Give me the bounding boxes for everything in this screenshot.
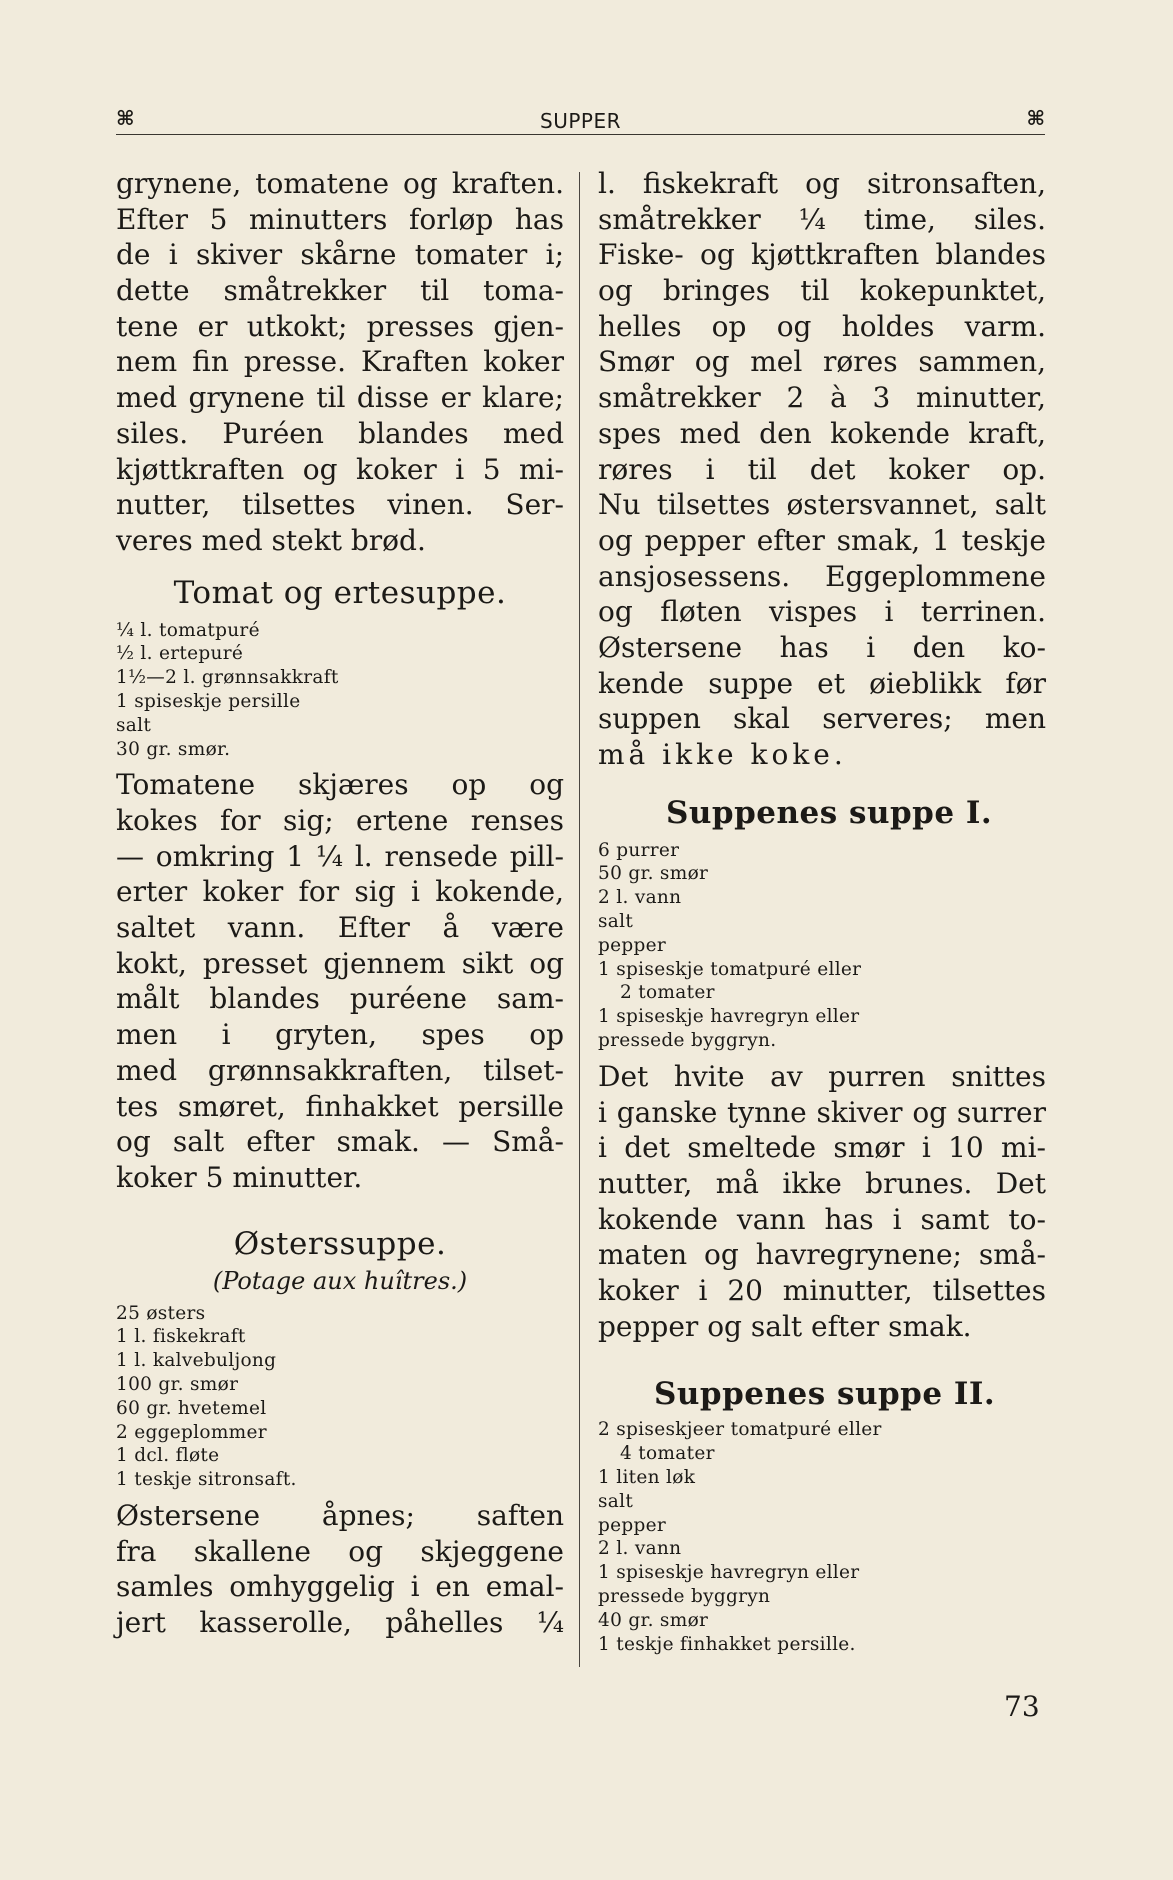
ingredient-item: 1 l. kalvebuljong — [116, 1350, 277, 1372]
text-line: erter koker for sig i kokende, — [116, 875, 564, 909]
continued-paragraph — [598, 166, 1046, 773]
recipe-method — [598, 1059, 1046, 1345]
text-line: nem fin presse. Kraften koker — [116, 345, 564, 379]
text-line: samles omhyggelig i en emal- — [116, 1570, 564, 1604]
text-line: siles. Puréen blandes med — [116, 416, 564, 450]
ingredient-item: pressede byggryn — [598, 1585, 771, 1607]
ingredient-list — [116, 619, 564, 762]
header-ornament-left: ⌘ — [116, 106, 135, 130]
text-line: Østersene åpnes; saften — [116, 1498, 564, 1532]
ingredient-item: 1 dcl. fløte — [116, 1445, 220, 1467]
ingredient-item: 1 l. fiskekraft — [116, 1326, 246, 1348]
text-line: i det smeltede smør i 10 mi- — [598, 1131, 1046, 1165]
ingredient-item: salt — [598, 911, 634, 933]
recipe-title: Østerssuppe. — [233, 1225, 447, 1262]
ingredient-item: 2 spiseskjeer tomatpuré eller — [598, 1419, 882, 1441]
text-line: helles op og holdes varm. — [598, 309, 1046, 343]
recipe-title: Tomat og ertesuppe. — [173, 574, 507, 611]
ingredient-item: ¼ l. tomatpuré — [116, 619, 260, 641]
text-line: saltet vann. Efter å være — [116, 911, 564, 945]
ingredient-item: 25 østers — [116, 1302, 206, 1324]
recipe-method — [116, 1498, 564, 1641]
text-line: tene er utkokt; presses gjen- — [116, 309, 564, 343]
text-line: pepper og salt efter smak. — [598, 1309, 972, 1343]
ingredient-item: 1 liten løk — [598, 1466, 696, 1488]
ingredient-list — [598, 1418, 1046, 1656]
ingredient-item: 6 purrer — [598, 839, 680, 861]
text-line: kokende vann has i samt to- — [598, 1202, 1046, 1236]
text-line: og fløten vispes i terrinen. — [598, 595, 1046, 629]
text-line: Nu tilsettes østersvannet, salt — [598, 488, 1046, 522]
ingredient-item: 2 l. vann — [598, 887, 682, 909]
ingredient-list — [598, 839, 1046, 1053]
page-number: 73 — [1004, 1690, 1040, 1723]
text-line: men i gryten, spes op — [116, 1018, 564, 1052]
text-line: røres i til det koker op. — [598, 452, 1046, 486]
header-title: SUPPER — [540, 109, 621, 133]
ingredient-item: 1 spiseskje tomatpuré eller — [598, 958, 862, 980]
text-line: Østersene has i den ko- — [598, 630, 1046, 664]
ingredient-item: pressede byggryn. — [598, 1030, 777, 1052]
ingredient-item: ½ l. ertepuré — [116, 643, 244, 665]
text-line: og salt efter smak. — Små- — [116, 1125, 564, 1159]
text-line: koker 5 minutter. — [116, 1160, 363, 1194]
left-column — [116, 166, 564, 1641]
text-line: kjøttkraften og koker i 5 mi- — [116, 452, 564, 486]
intro-paragraph — [116, 166, 564, 559]
right-column — [598, 166, 1046, 1656]
text-line: Efter 5 minutters forløp has — [116, 202, 564, 236]
header-ornament-right: ⌘ — [1026, 106, 1045, 130]
text-line: jert kasserolle, påhelles ¼ — [116, 1606, 564, 1640]
text-line: nutter, tilsettes vinen. Ser- — [116, 488, 564, 522]
text-line: l. fiskekraft og sitronsaften, — [598, 167, 1046, 200]
text-line: kende suppe et øieblikk før — [598, 666, 1046, 700]
ingredient-item: 1½—2 l. grønnsakkraft — [116, 667, 339, 689]
recipe-title: Suppenes suppe II. — [654, 1376, 996, 1413]
emphasis-line: må ikke koke. — [598, 738, 847, 771]
text-line: Smør og mel røres sammen, — [598, 345, 1046, 379]
text-line: spes med den kokende kraft, — [598, 416, 1046, 450]
ingredient-item: 4 tomater — [620, 1443, 715, 1465]
ingredient-item: 50 gr. smør — [598, 863, 709, 885]
text-line: — omkring 1 ¼ l. rensede pill- — [116, 839, 564, 873]
ingredient-item: 2 l. vann — [598, 1538, 682, 1560]
text-line: Det hvite av purren snittes — [598, 1059, 1046, 1093]
ingredient-item: 2 eggeplommer — [116, 1421, 267, 1443]
text-line: og pepper efter smak, 1 teskje — [598, 523, 1046, 557]
text-line: med grynene til disse er klare; — [116, 381, 564, 415]
ingredient-item: 1 spiseskje persille — [116, 690, 301, 712]
ingredient-item: 1 teskje sitronsaft. — [116, 1469, 297, 1491]
ingredient-item: salt — [116, 714, 152, 736]
ingredient-item: 2 tomater — [620, 982, 715, 1004]
ingredient-item: 1 spiseskje havregryn eller — [598, 1006, 860, 1028]
ingredient-item: 60 gr. hvetemel — [116, 1397, 267, 1419]
text-line: småtrekker ¼ time, siles. — [598, 202, 1046, 236]
ingredient-item: 40 gr. smør — [598, 1609, 709, 1631]
ingredient-item: 100 gr. smør — [116, 1373, 239, 1395]
running-header — [116, 104, 1045, 135]
recipe-method — [116, 767, 564, 1195]
text-line: grynene, tomatene og kraften. — [116, 167, 564, 200]
text-line: i ganske tynne skiver og surrer — [598, 1095, 1046, 1129]
text-line: suppen skal serveres; men — [598, 702, 1046, 736]
text-line: med grønnsakkraften, tilset- — [116, 1053, 564, 1087]
ingredient-item: 1 teskje finhakket persille. — [598, 1633, 856, 1655]
text-line: de i skiver skårne tomater i; — [116, 238, 564, 272]
text-line: koker i 20 minutter, tilsettes — [598, 1273, 1046, 1307]
text-line: nutter, må ikke brunes. Det — [598, 1166, 1046, 1200]
ingredient-item: 1 spiseskje havregryn eller — [598, 1562, 860, 1584]
text-line: målt blandes puréene sam- — [116, 982, 564, 1016]
ingredient-item: pepper — [598, 934, 667, 956]
ingredient-list — [116, 1302, 564, 1492]
text-line: småtrekker 2 à 3 minutter, — [598, 381, 1046, 415]
text-line: tes smøret, finhakket persille — [116, 1089, 564, 1123]
ingredient-item: 30 gr. smør. — [116, 738, 231, 760]
text-line: Tomatene skjæres op og — [116, 768, 564, 802]
ingredient-item: pepper — [598, 1514, 667, 1536]
recipe-title: Suppenes suppe I. — [666, 794, 993, 831]
column-divider — [579, 172, 580, 1667]
text-line: og bringes til kokepunktet, — [598, 274, 1046, 308]
recipe-subtitle: (Potage aux huîtres.) — [212, 1266, 468, 1295]
text-line: Fiske- og kjøttkraften blandes — [598, 238, 1046, 272]
text-line: kokes for sig; ertene renses — [116, 804, 564, 838]
ingredient-item: salt — [598, 1490, 634, 1512]
text-line: veres med stekt brød. — [116, 523, 426, 557]
text-line: kokt, presset gjennem sikt og — [116, 946, 564, 980]
text-line: dette småtrekker til toma- — [116, 274, 564, 308]
text-line: maten og havregrynene; små- — [598, 1238, 1046, 1272]
text-line: fra skallene og skjeggene — [116, 1534, 564, 1568]
text-line: ansjosessens. Eggeplommene — [598, 559, 1046, 593]
